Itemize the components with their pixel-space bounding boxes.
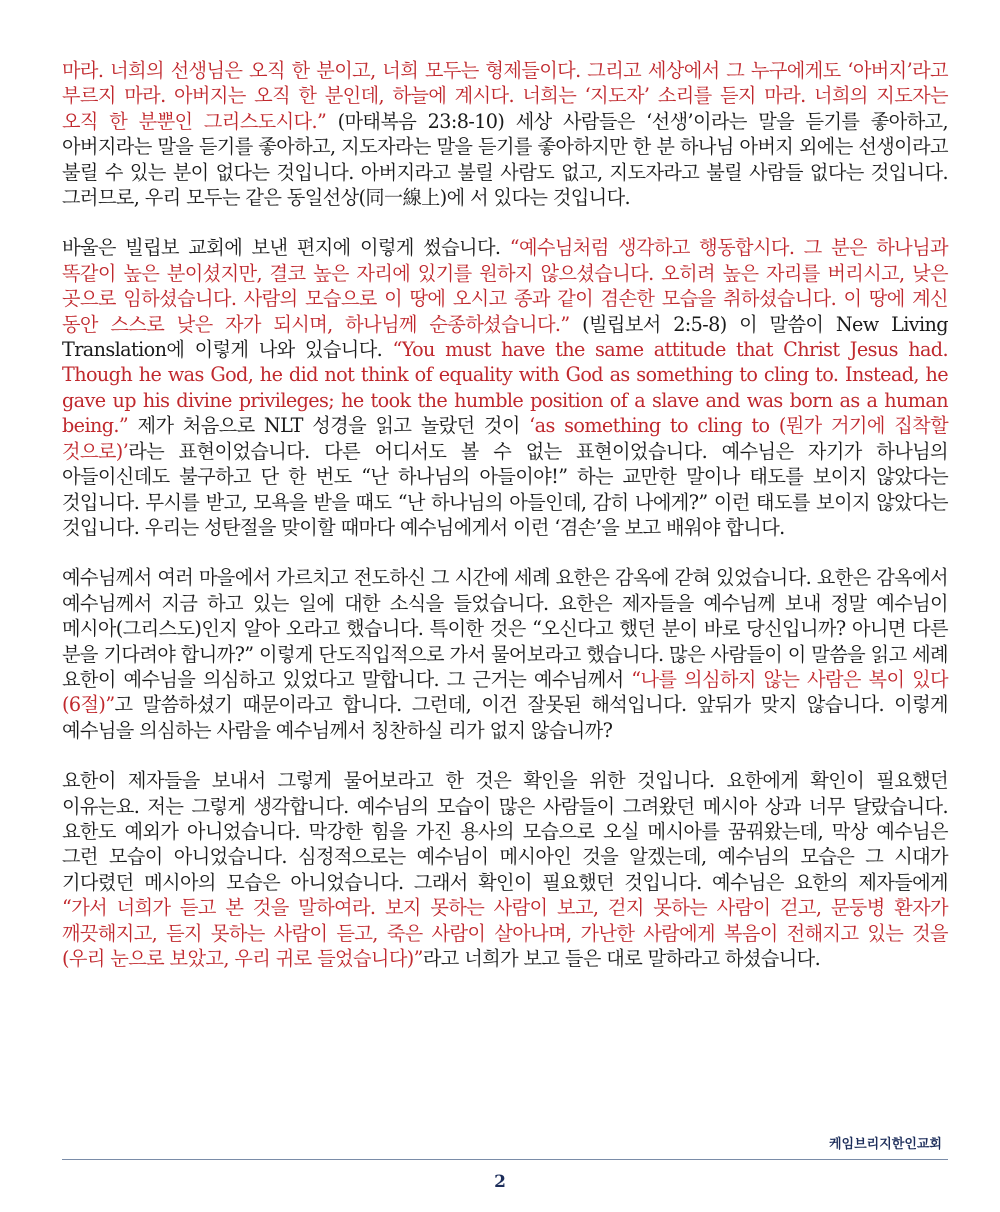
body-text: 제가 처음으로 NLT 성경을 읽고 놀랐던 것이 — [128, 414, 530, 438]
body-text: 라는 표현이었습니다. 다른 어디서도 볼 수 없는 표현이었습니다. 예수님은 자기가 하나님의 아들이신데도 불구하고 단 한 번도 “난 하나님의 아들이야!” 하는 교만한 말이나 태도를 보이지 않았다는 것입니다. 무시를 받고, 모욕을 받을 때도 “난 하나님의 아들인데, 감히 나에게?” 이런 태도를 보이지 않았다는 것입니다. 우리는 성탄절을 맞이할 때마다 예수님에게서 이런 ‘겸손’을 보고 배워야 합니다. — [62, 439, 948, 539]
scripture-quote: “예수님처럼 생각하고 행동합시다. 그 분은 하나님과 똑같이 높은 분이셨지만, 결코 높은 자리에 있기를 원하지 않으셨습니다. 오히려 높은 자리를 버리시고, 낮은 곳으로 임하셨습니다. 사람의 모습으로 이 땅에 오시고 종과 같이 겸손한 모습을 취하셨습니다. 이 땅에 계신 동안 스스로 낮은 자가 되시며, 하나님께 순종하셨습니다.” — [62, 236, 948, 336]
body-text: 고 말씀하셨기 때문이라고 합니다. 그런데, 이건 잘못된 해석입니다. 앞뒤가 맞지 않습니다. 이렇게 예수님을 의심하는 사람을 예수님께서 칭찬하실 리가 없지 않습니까? — [62, 693, 948, 742]
scripture-quote: “가서 너희가 듣고 본 것을 말하여라. 보지 못하는 사람이 보고, 걷지 못하는 사람이 걷고, 문둥병 환자가 깨끗해지고, 듣지 못하는 사람이 듣고, 죽은 사람이 살아나며, 가난한 사람에게 복음이 전해지고 있는 것을 (우리 눈으로 보았고, 우리 귀로 들었습니다)” — [62, 896, 948, 970]
scripture-quote: “나를 의심하지 않는 사람은 복이 있다 (6절)” — [62, 667, 948, 717]
paragraph-1 — [62, 58, 948, 210]
scripture-quote: 마라. 너희의 선생님은 오직 한 분이고, 너희 모두는 형제들이다. 그리고 세상에서 그 누구에게도 ‘아버지’라고 부르지 마라. 아버지는 오직 한 분인데, 하늘에 계시다. 너희는 ‘지도자’ 소리를 듣지 마라. 너희의 지도자는 오직 한 분뿐인 그리스도시다.” — [62, 59, 948, 133]
paragraph-4 — [62, 768, 948, 971]
paragraph-3 — [62, 565, 948, 743]
scripture-quote-english: “You must have the same attitude that Christ Jesus had. Though he was God, he did not think of equality with God as something to cling to. Instead, he gave up his divine privileges; he took the humble position of a slave and was born as a human being.” — [62, 338, 948, 438]
scripture-quote: ‘as something to cling to (뭔가 거기에 집착할 것으로)’ — [62, 414, 948, 463]
body-text: 라고 너희가 보고 들은 대로 말하라고 하셨습니다. — [422, 947, 821, 970]
body-text: 예수님께서 여러 마을에서 가르치고 전도하신 그 시간에 세례 요한은 감옥에 갇혀 있었습니다. 요한은 감옥에서 예수님께서 지금 하고 있는 일에 대한 소식을 들었습니다. 요한은 제자들을 예수님께 보내 정말 예수님이 메시아(그리스도)인지 알아 오라고 했습니다. 특이한 것은 “오신다고 했던 분이 바로 당신입니까? 아니면 다른 분을 기다려야 합니까?” 이렇게 단도직입적으로 가서 물어보라고 했습니다. 많은 사람들이 이 말씀을 읽고 세례 요한이 예수님을 의심하고 있었다고 말합니다. 그 근거는 예수님께서 — [62, 566, 948, 691]
body-text: (빌립보서 2:5-8) 이 말씀이 New Living Translation에 이렇게 나와 있습니다. — [62, 312, 948, 362]
body-text: 요한이 제자들을 보내서 그렇게 물어보라고 한 것은 확인을 위한 것입니다. 요한에게 확인이 필요했던 이유는요. 저는 그렇게 생각합니다. 예수님의 모습이 많은 사람들이 그려왔던 메시아 상과 너무 달랐습니다. 요한도 예외가 아니었습니다. 막강한 힘을 가진 용사의 모습으로 오실 메시아를 꿈꿔왔는데, 막상 예수님은 그런 모습이 아니었습니다. 심정적으로는 예수님이 메시아인 것을 알겠는데, 예수님의 모습은 그 시대가 기다렸던 메시아의 모습은 아니었습니다. 그래서 확인이 필요했던 것입니다. 예수님은 요한의 제자들에게 — [62, 769, 948, 894]
body-text: 바울은 빌립보 교회에 보낸 편지에 이렇게 썼습니다. — [62, 236, 510, 260]
page-number: 2 — [494, 1172, 506, 1192]
footer-church-name: 케임브리지한인교회 — [828, 1137, 942, 1152]
footer-divider — [62, 1159, 948, 1160]
body-text: (마태복음 23:8-10) 세상 사람들은 ‘선생’이라는 말을 듣기를 좋아하고, 아버지라는 말을 듣기를 좋아하고, 지도자라는 말을 듣기를 좋아하지만 한 분 하나님 아버지 외에는 선생이라고 불릴 수 있는 분이 없다는 것입니다. 아버지라고 불릴 사람도 없고, 지도자라고 불릴 사람들 없다는 것입니다. 그러므로, 우리 모두는 같은 동일선상(同一線上)에 서 있다는 것입니다. — [62, 109, 948, 210]
page-body — [62, 58, 948, 996]
paragraph-2 — [62, 235, 948, 540]
